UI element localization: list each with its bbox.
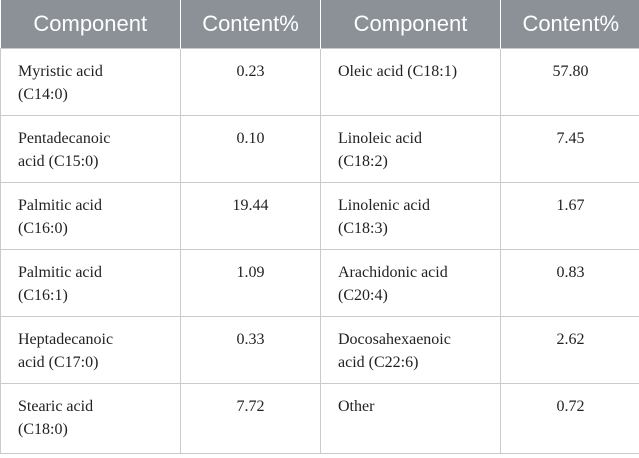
content-cell: 1.09 bbox=[181, 250, 321, 317]
component-name-line1: Stearic acid bbox=[18, 398, 94, 415]
component-cell bbox=[1, 49, 181, 116]
component-name-line2: (C18:3) bbox=[338, 220, 388, 237]
component-cell bbox=[321, 183, 501, 250]
table-body bbox=[1, 49, 639, 454]
content-cell: 0.72 bbox=[501, 384, 639, 454]
component-cell bbox=[321, 384, 501, 454]
component-cell bbox=[1, 384, 181, 454]
header-component-right: Component bbox=[321, 0, 501, 49]
component-name-line2: (C16:1) bbox=[18, 287, 68, 304]
component-name-line1: Heptadecanoic bbox=[18, 331, 114, 348]
component-name-line1: Palmitic acid bbox=[18, 197, 102, 214]
content-cell: 0.10 bbox=[181, 116, 321, 183]
content-cell: 57.80 bbox=[501, 49, 639, 116]
component-cell bbox=[321, 116, 501, 183]
content-cell: 7.45 bbox=[501, 116, 639, 183]
content-cell: 1.67 bbox=[501, 183, 639, 250]
component-cell bbox=[1, 317, 181, 384]
header-row bbox=[1, 0, 639, 49]
table-row bbox=[1, 384, 639, 454]
component-name-line2: (C20:4) bbox=[338, 287, 388, 304]
table-row bbox=[1, 49, 639, 116]
component-name-line2: acid (C22:6) bbox=[338, 354, 419, 371]
component-name-line2: acid (C17:0) bbox=[18, 354, 99, 371]
component-cell bbox=[1, 250, 181, 317]
component-name-line1: Docosahexaenoic bbox=[338, 331, 451, 348]
content-cell: 7.72 bbox=[181, 384, 321, 454]
content-cell: 19.44 bbox=[181, 183, 321, 250]
component-cell bbox=[321, 49, 501, 116]
component-name-line2: acid (C15:0) bbox=[18, 153, 99, 170]
content-cell: 0.23 bbox=[181, 49, 321, 116]
component-name-line1: Arachidonic acid bbox=[338, 264, 448, 281]
content-cell: 0.83 bbox=[501, 250, 639, 317]
component-cell bbox=[1, 116, 181, 183]
component-name-line2: (C14:0) bbox=[18, 86, 68, 103]
header-content-right: Content% bbox=[501, 0, 639, 49]
component-cell bbox=[321, 250, 501, 317]
component-name-line1: Other bbox=[338, 398, 375, 415]
component-cell bbox=[1, 183, 181, 250]
component-name-line1: Pentadecanoic bbox=[18, 130, 111, 147]
content-cell: 2.62 bbox=[501, 317, 639, 384]
table-row bbox=[1, 116, 639, 183]
component-name-line1: Linoleic acid bbox=[338, 130, 422, 147]
component-name-line1: Oleic acid (C18:1) bbox=[338, 63, 458, 80]
component-name-line2: (C18:0) bbox=[18, 421, 68, 438]
header-component-left: Component bbox=[1, 0, 181, 49]
table-row bbox=[1, 183, 639, 250]
component-cell bbox=[321, 317, 501, 384]
component-name-line1: Linolenic acid bbox=[338, 197, 430, 214]
component-name-line2: (C16:0) bbox=[18, 220, 68, 237]
header-content-left: Content% bbox=[181, 0, 321, 49]
content-cell: 0.33 bbox=[181, 317, 321, 384]
table-row bbox=[1, 317, 639, 384]
component-name-line1: Myristic acid bbox=[18, 63, 103, 80]
table-row bbox=[1, 250, 639, 317]
component-name-line2: (C18:2) bbox=[338, 153, 388, 170]
component-name-line1: Palmitic acid bbox=[18, 264, 102, 281]
table-header bbox=[1, 0, 639, 49]
